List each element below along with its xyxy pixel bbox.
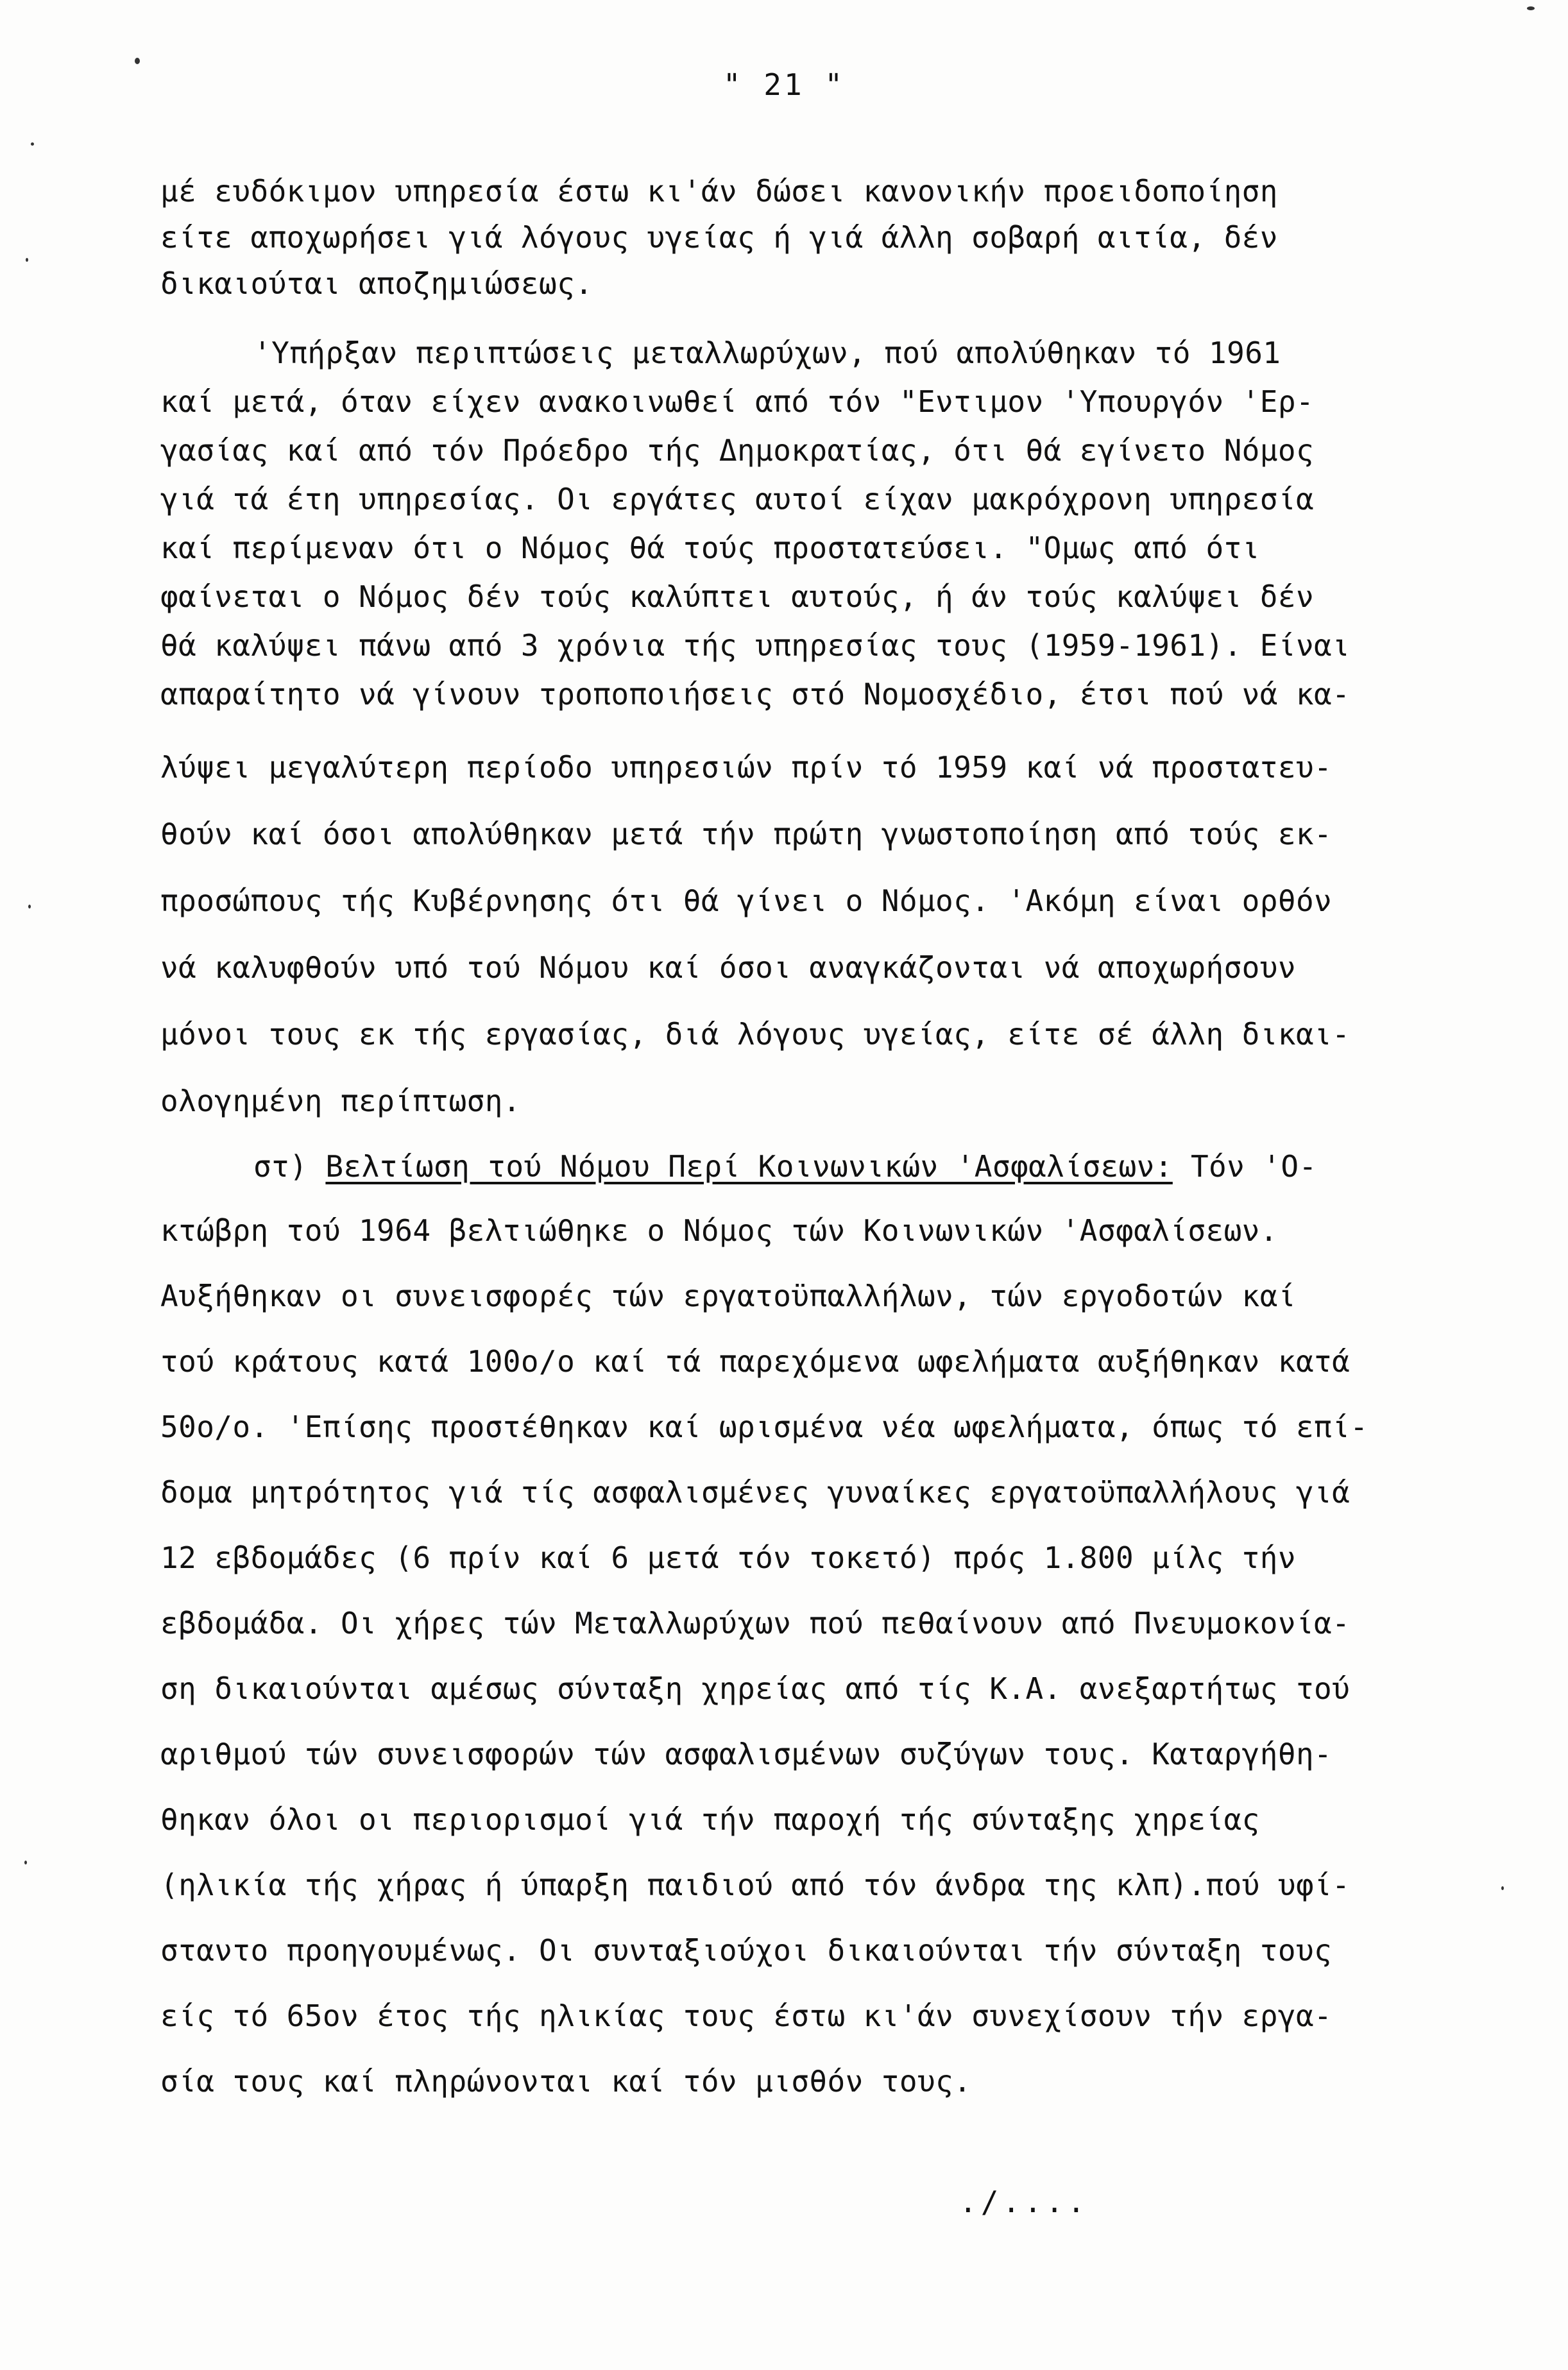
scan-speck bbox=[28, 905, 31, 908]
text-line: καί μετά, όταν είχεν ανακοινωθεί από τόν "Εντιμον 'Υπουργόν 'Ερ- bbox=[160, 384, 1315, 419]
text-line: Τόν 'Ο- bbox=[1190, 1149, 1317, 1184]
text-line: θηκαν όλοι οι περιορισμοί γιά τήν παροχή τής σύνταξης χηρείας bbox=[160, 1802, 1260, 1837]
text-line: είτε αποχωρήσει γιά λόγους υγείας ή γιά άλλη σοβαρή αιτία, δέν bbox=[160, 220, 1278, 255]
text-line: σταντο προηγουμένως. Οι συνταξιούχοι δικαιούνται τήν σύνταξη τους bbox=[160, 1933, 1333, 1968]
text-line: ση δικαιούνται αμέσως σύνταξη χηρείας από τίς Κ.Α. ανεξαρτήτως τού bbox=[160, 1671, 1351, 1706]
text-line: μόνοι τους εκ τής εργασίας, διά λόγους υγείας, είτε σέ άλλη δικαι- bbox=[160, 1017, 1351, 1052]
scan-speck bbox=[26, 258, 28, 262]
continuation-mark: ./.... bbox=[959, 2185, 1089, 2219]
text-line: δομα μητρότητος γιά τίς ασφαλισμένες γυναίκες εργατοϋπαλλήλους γιά bbox=[160, 1475, 1351, 1510]
text-line: (ηλικία τής χήρας ή ύπαρξη παιδιού από τόν άνδρα της κλπ).πού υφί- bbox=[160, 1868, 1351, 1902]
text-line: νά καλυφθούν υπό τού Νόμου καί όσοι αναγκάζονται νά αποχωρήσουν bbox=[160, 950, 1296, 985]
text-line: θά καλύψει πάνω από 3 χρόνια τής υπηρεσίας τους (1959-1961). Είναι bbox=[160, 628, 1351, 663]
section-heading-line bbox=[253, 1148, 1317, 1184]
text-line: καί περίμεναν ότι ο Νόμος θά τούς προστατεύσει. "Ομως από ότι bbox=[160, 531, 1260, 565]
scan-speck bbox=[24, 1861, 27, 1864]
text-line: 12 εβδομάδες (6 πρίν καί 6 μετά τόν τοκετό) πρός 1.800 μίλς τήν bbox=[160, 1540, 1296, 1575]
text-line: Αυξήθηκαν οι συνεισφορές τών εργατοϋπαλλήλων, τών εργοδοτών καί bbox=[160, 1279, 1296, 1313]
text-line: αριθμού τών συνεισφορών τών ασφαλισμένων συζύγων τους. Καταργήθη- bbox=[160, 1737, 1333, 1771]
text-line: κτώβρη τού 1964 βελτιώθηκε ο Νόμος τών Κοινωνικών 'Ασφαλίσεων. bbox=[160, 1213, 1278, 1248]
text-line: είς τό 65ον έτος τής ηλικίας τους έστω κι'άν συνεχίσουν τήν εργα- bbox=[160, 1999, 1333, 2033]
text-line: απαραίτητο νά γίνουν τροποποιήσεις στό Νομοσχέδιο, έτσι πού νά κα- bbox=[160, 677, 1351, 712]
text-line: προσώπους τής Κυβέρνησης ότι θά γίνει ο Νόμος. 'Ακόμη είναι ορθόν bbox=[160, 883, 1333, 918]
scan-speck bbox=[31, 142, 34, 146]
text-line: γασίας καί από τόν Πρόεδρο τής Δημοκρατίας, ότι θά εγίνετο Νόμος bbox=[160, 433, 1315, 468]
text-line: μέ ευδόκιμον υπηρεσία έστω κι'άν δώσει κανονικήν προειδοποίηση bbox=[160, 174, 1278, 209]
section-marker: στ) bbox=[253, 1149, 308, 1184]
scan-speck bbox=[1527, 6, 1535, 10]
page-number: " 21 " bbox=[722, 67, 846, 102]
scan-speck bbox=[1501, 1886, 1504, 1890]
text-line: λύψει μεγαλύτερη περίοδο υπηρεσιών πρίν τό 1959 καί νά προστατευ- bbox=[160, 750, 1333, 785]
text-line: ολογημένη περίπτωση. bbox=[160, 1084, 521, 1118]
section-heading: Βελτίωση τού Νόμου Περί Κοινωνικών 'Ασφαλίσεων: bbox=[325, 1149, 1173, 1184]
text-line: εβδομάδα. Οι χήρες τών Μεταλλωρύχων πού πεθαίνουν από Πνευμοκονία- bbox=[160, 1606, 1351, 1641]
scan-speck bbox=[135, 58, 140, 64]
text-line: 50ο/ο. 'Επίσης προστέθηκαν καί ωρισμένα νέα ωφελήματα, όπως τό επί- bbox=[160, 1410, 1368, 1444]
text-line: 'Υπήρξαν περιπτώσεις μεταλλωρύχων, πού απολύθηκαν τό 1961 bbox=[253, 336, 1281, 370]
text-line: γιά τά έτη υπηρεσίας. Οι εργάτες αυτοί είχαν μακρόχρονη υπηρεσία bbox=[160, 482, 1315, 516]
text-line: σία τους καί πληρώνονται καί τόν μισθόν τους. bbox=[160, 2064, 972, 2099]
text-line: φαίνεται ο Νόμος δέν τούς καλύπτει αυτούς, ή άν τούς καλύψει δέν bbox=[160, 579, 1315, 614]
text-line: τού κράτους κατά 100ο/ο καί τά παρεχόμενα ωφελήματα αυξήθηκαν κατά bbox=[160, 1344, 1351, 1379]
text-line: δικαιούται αποζημιώσεως. bbox=[160, 266, 593, 301]
text-line: θούν καί όσοι απολύθηκαν μετά τήν πρώτη γνωστοποίηση από τούς εκ- bbox=[160, 817, 1333, 851]
